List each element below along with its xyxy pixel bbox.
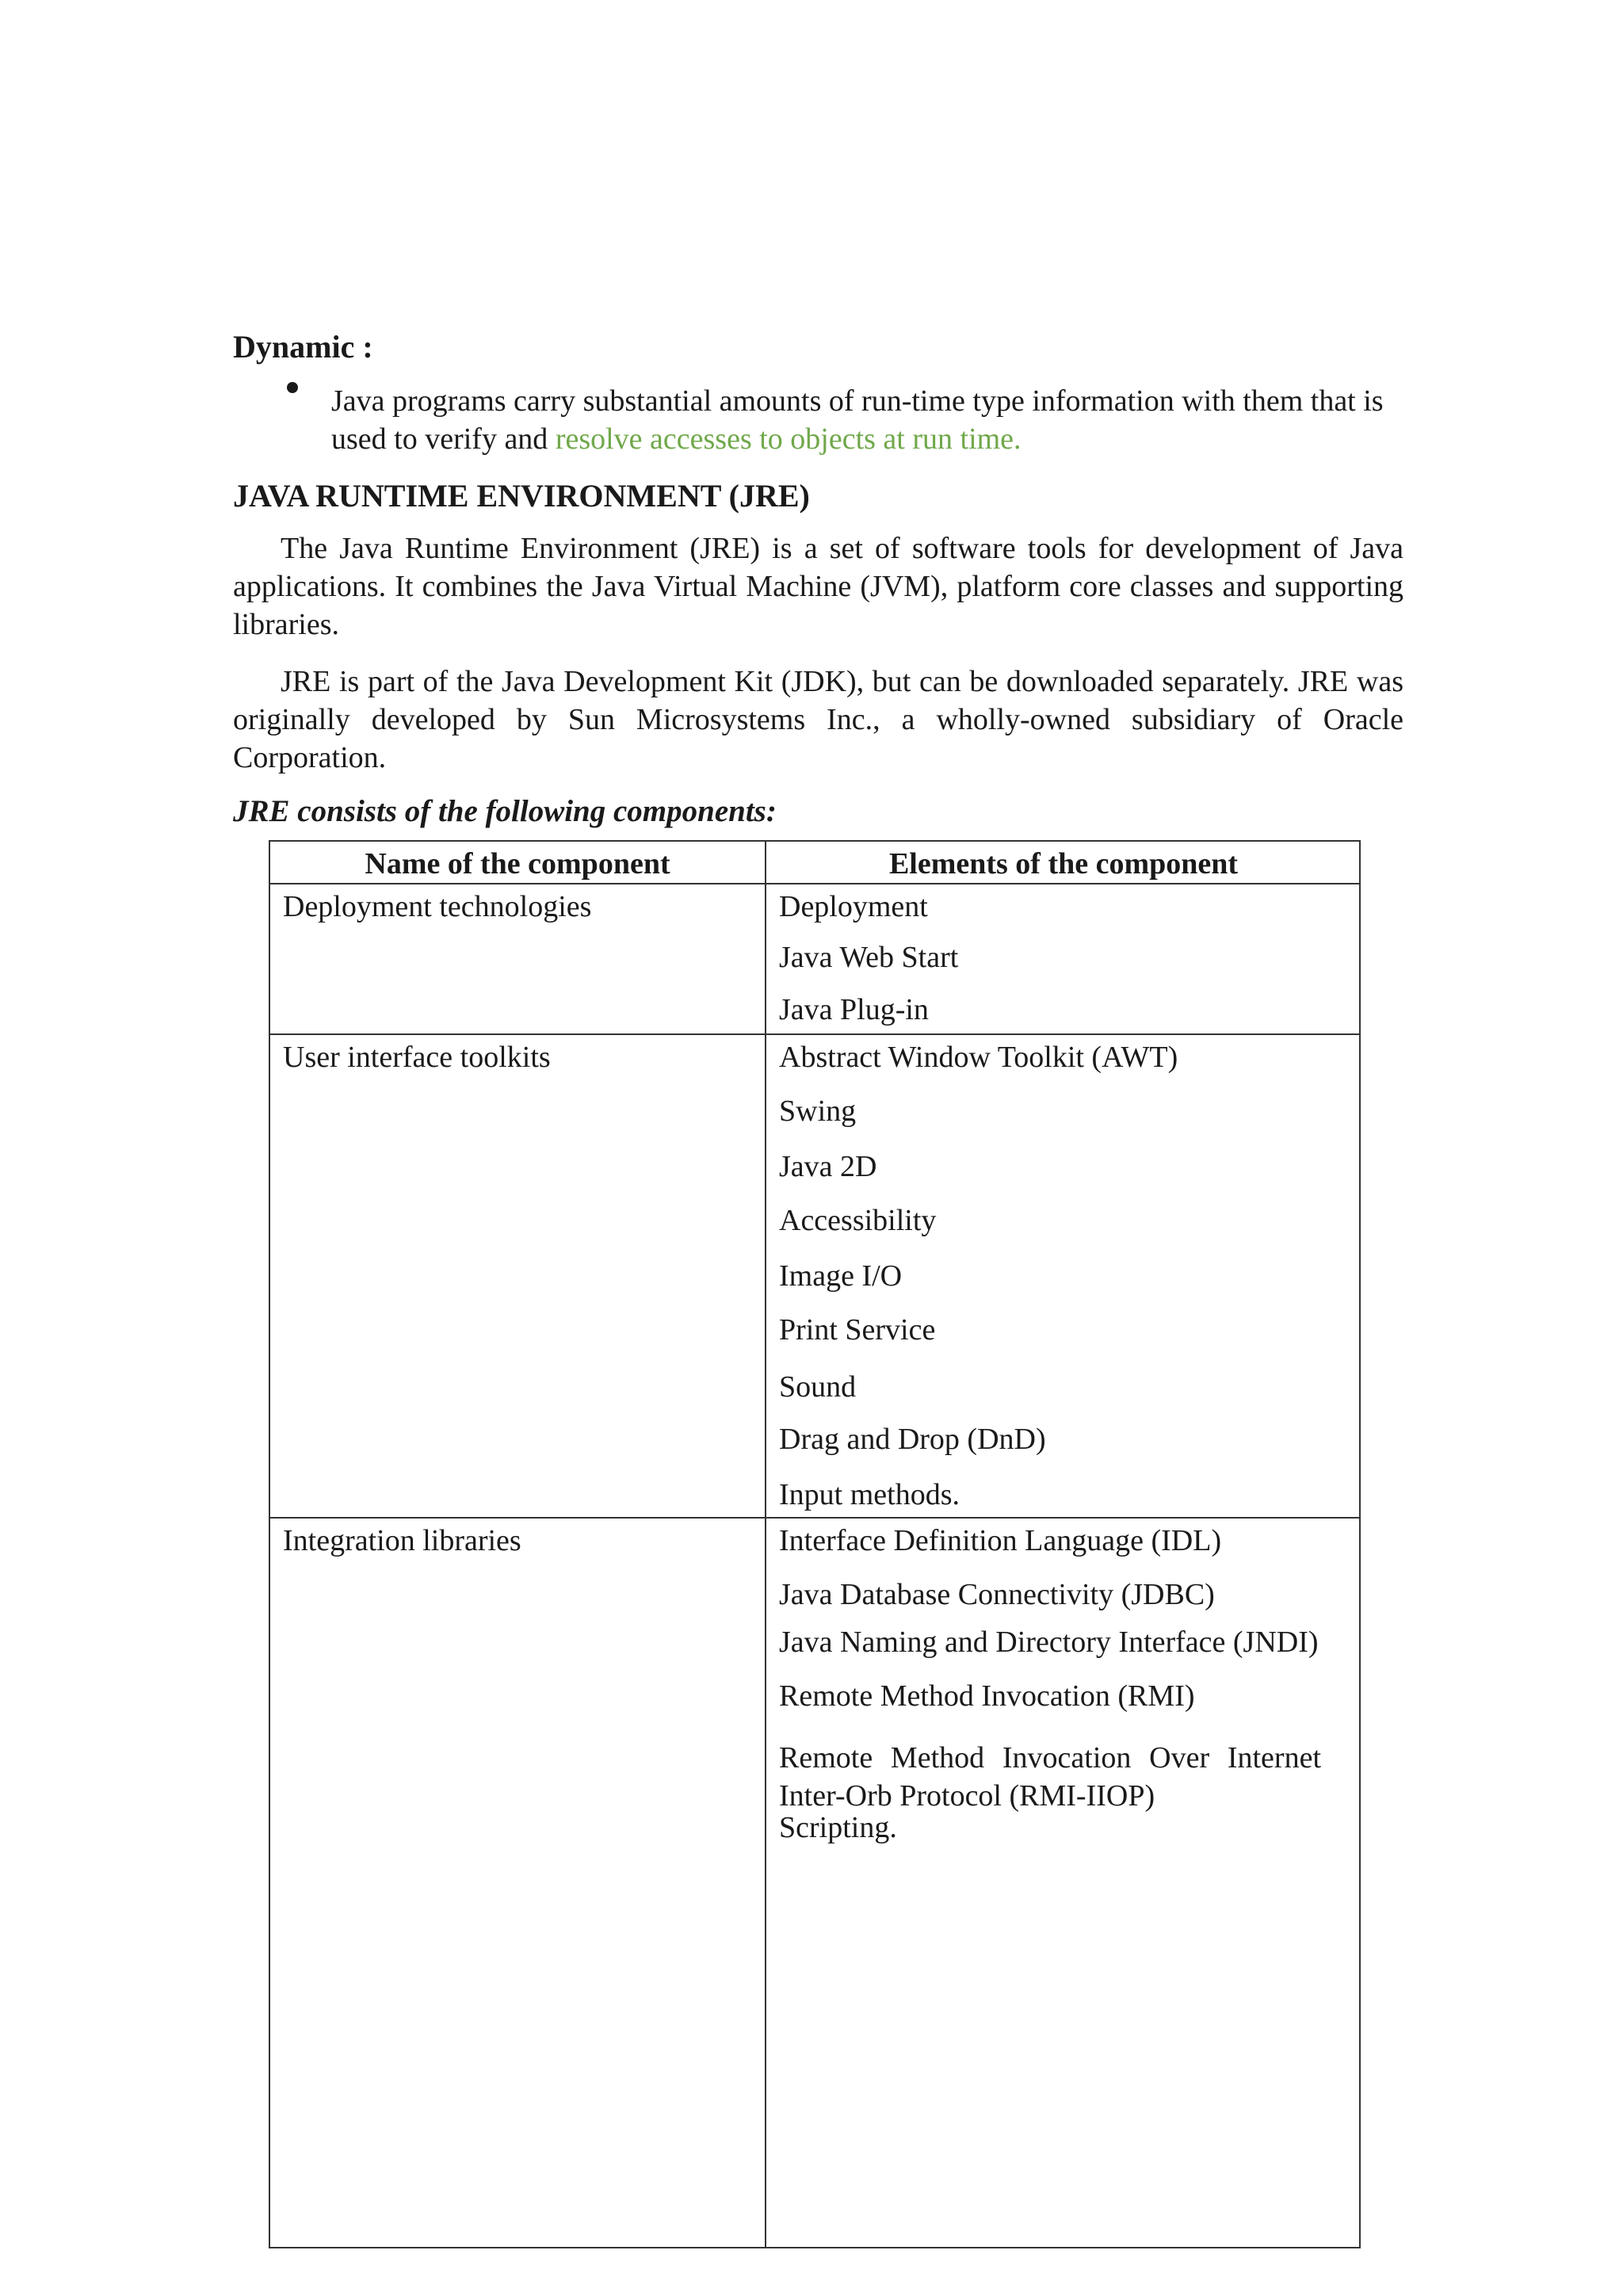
element-item: Java Web Start (779, 941, 959, 974)
element-item: Deployment (779, 890, 928, 923)
element-item: Java Database Connectivity (JDBC) (779, 1578, 1215, 1611)
element-item: Interface Definition Language (IDL) (779, 1524, 1222, 1557)
bullet-item (331, 382, 1409, 458)
row-name-integration: Integration libraries (283, 1524, 521, 1557)
row-name-ui-toolkits: User interface toolkits (283, 1041, 551, 1074)
paragraph-jre-history: JRE is part of the Java Development Kit (JDK), but can be downloaded separately. JRE was originally developed by Sun Microsystems Inc., a wholly-owned subsidiary of Oracle Corporation. (233, 665, 1403, 774)
element-item: Input methods. (779, 1478, 960, 1511)
bullet-icon (287, 382, 298, 393)
element-item: Remote Method Invocation (RMI) (779, 1679, 1195, 1713)
element-item: Image I/O (779, 1259, 903, 1293)
element-item: Java 2D (779, 1150, 877, 1183)
table-column-divider (765, 842, 766, 2247)
element-item: Java Naming and Directory Interface (JNDI) (779, 1626, 1319, 1659)
element-item: Drag and Drop (DnD) (779, 1423, 1046, 1456)
element-item: Print Service (779, 1313, 936, 1347)
table-header-elements: Elements of the component (888, 847, 1239, 881)
highlighted-text: resolve accesses to objects at run time. (555, 422, 1022, 456)
row-name-deployment: Deployment technologies (283, 890, 592, 923)
table-row-divider (270, 1033, 1359, 1035)
element-item: Sound (779, 1370, 857, 1404)
table-header-name: Name of the component (365, 847, 670, 881)
table-row-divider (270, 1517, 1359, 1519)
table-caption: JRE consists of the following components: (233, 794, 777, 828)
element-item: Abstract Window Toolkit (AWT) (779, 1041, 1178, 1074)
table-header-divider (270, 883, 1359, 884)
element-item: Scripting. (779, 1811, 897, 1844)
element-item: Remote Method Invocation Over Internet Inter-Orb Protocol (RMI-IIOP) (779, 1741, 1321, 1813)
section-heading-jre: JAVA RUNTIME ENVIRONMENT (JRE) (233, 478, 810, 514)
element-item: Java Plug-in (779, 993, 929, 1026)
section-heading-dynamic: Dynamic : (233, 329, 373, 365)
components-table (269, 840, 1361, 2248)
paragraph-jre-intro: The Java Runtime Environment (JRE) is a set of software tools for development of Java applications. It combines the Java Virtual Machine (JVM), platform core classes and supporting libraries. (233, 532, 1403, 641)
element-item: Accessibility (779, 1204, 937, 1237)
element-item: Swing (779, 1095, 857, 1128)
bullet-text: Java programs carry substantial amounts of run-time type information with them that is used to verify and (331, 384, 1384, 456)
